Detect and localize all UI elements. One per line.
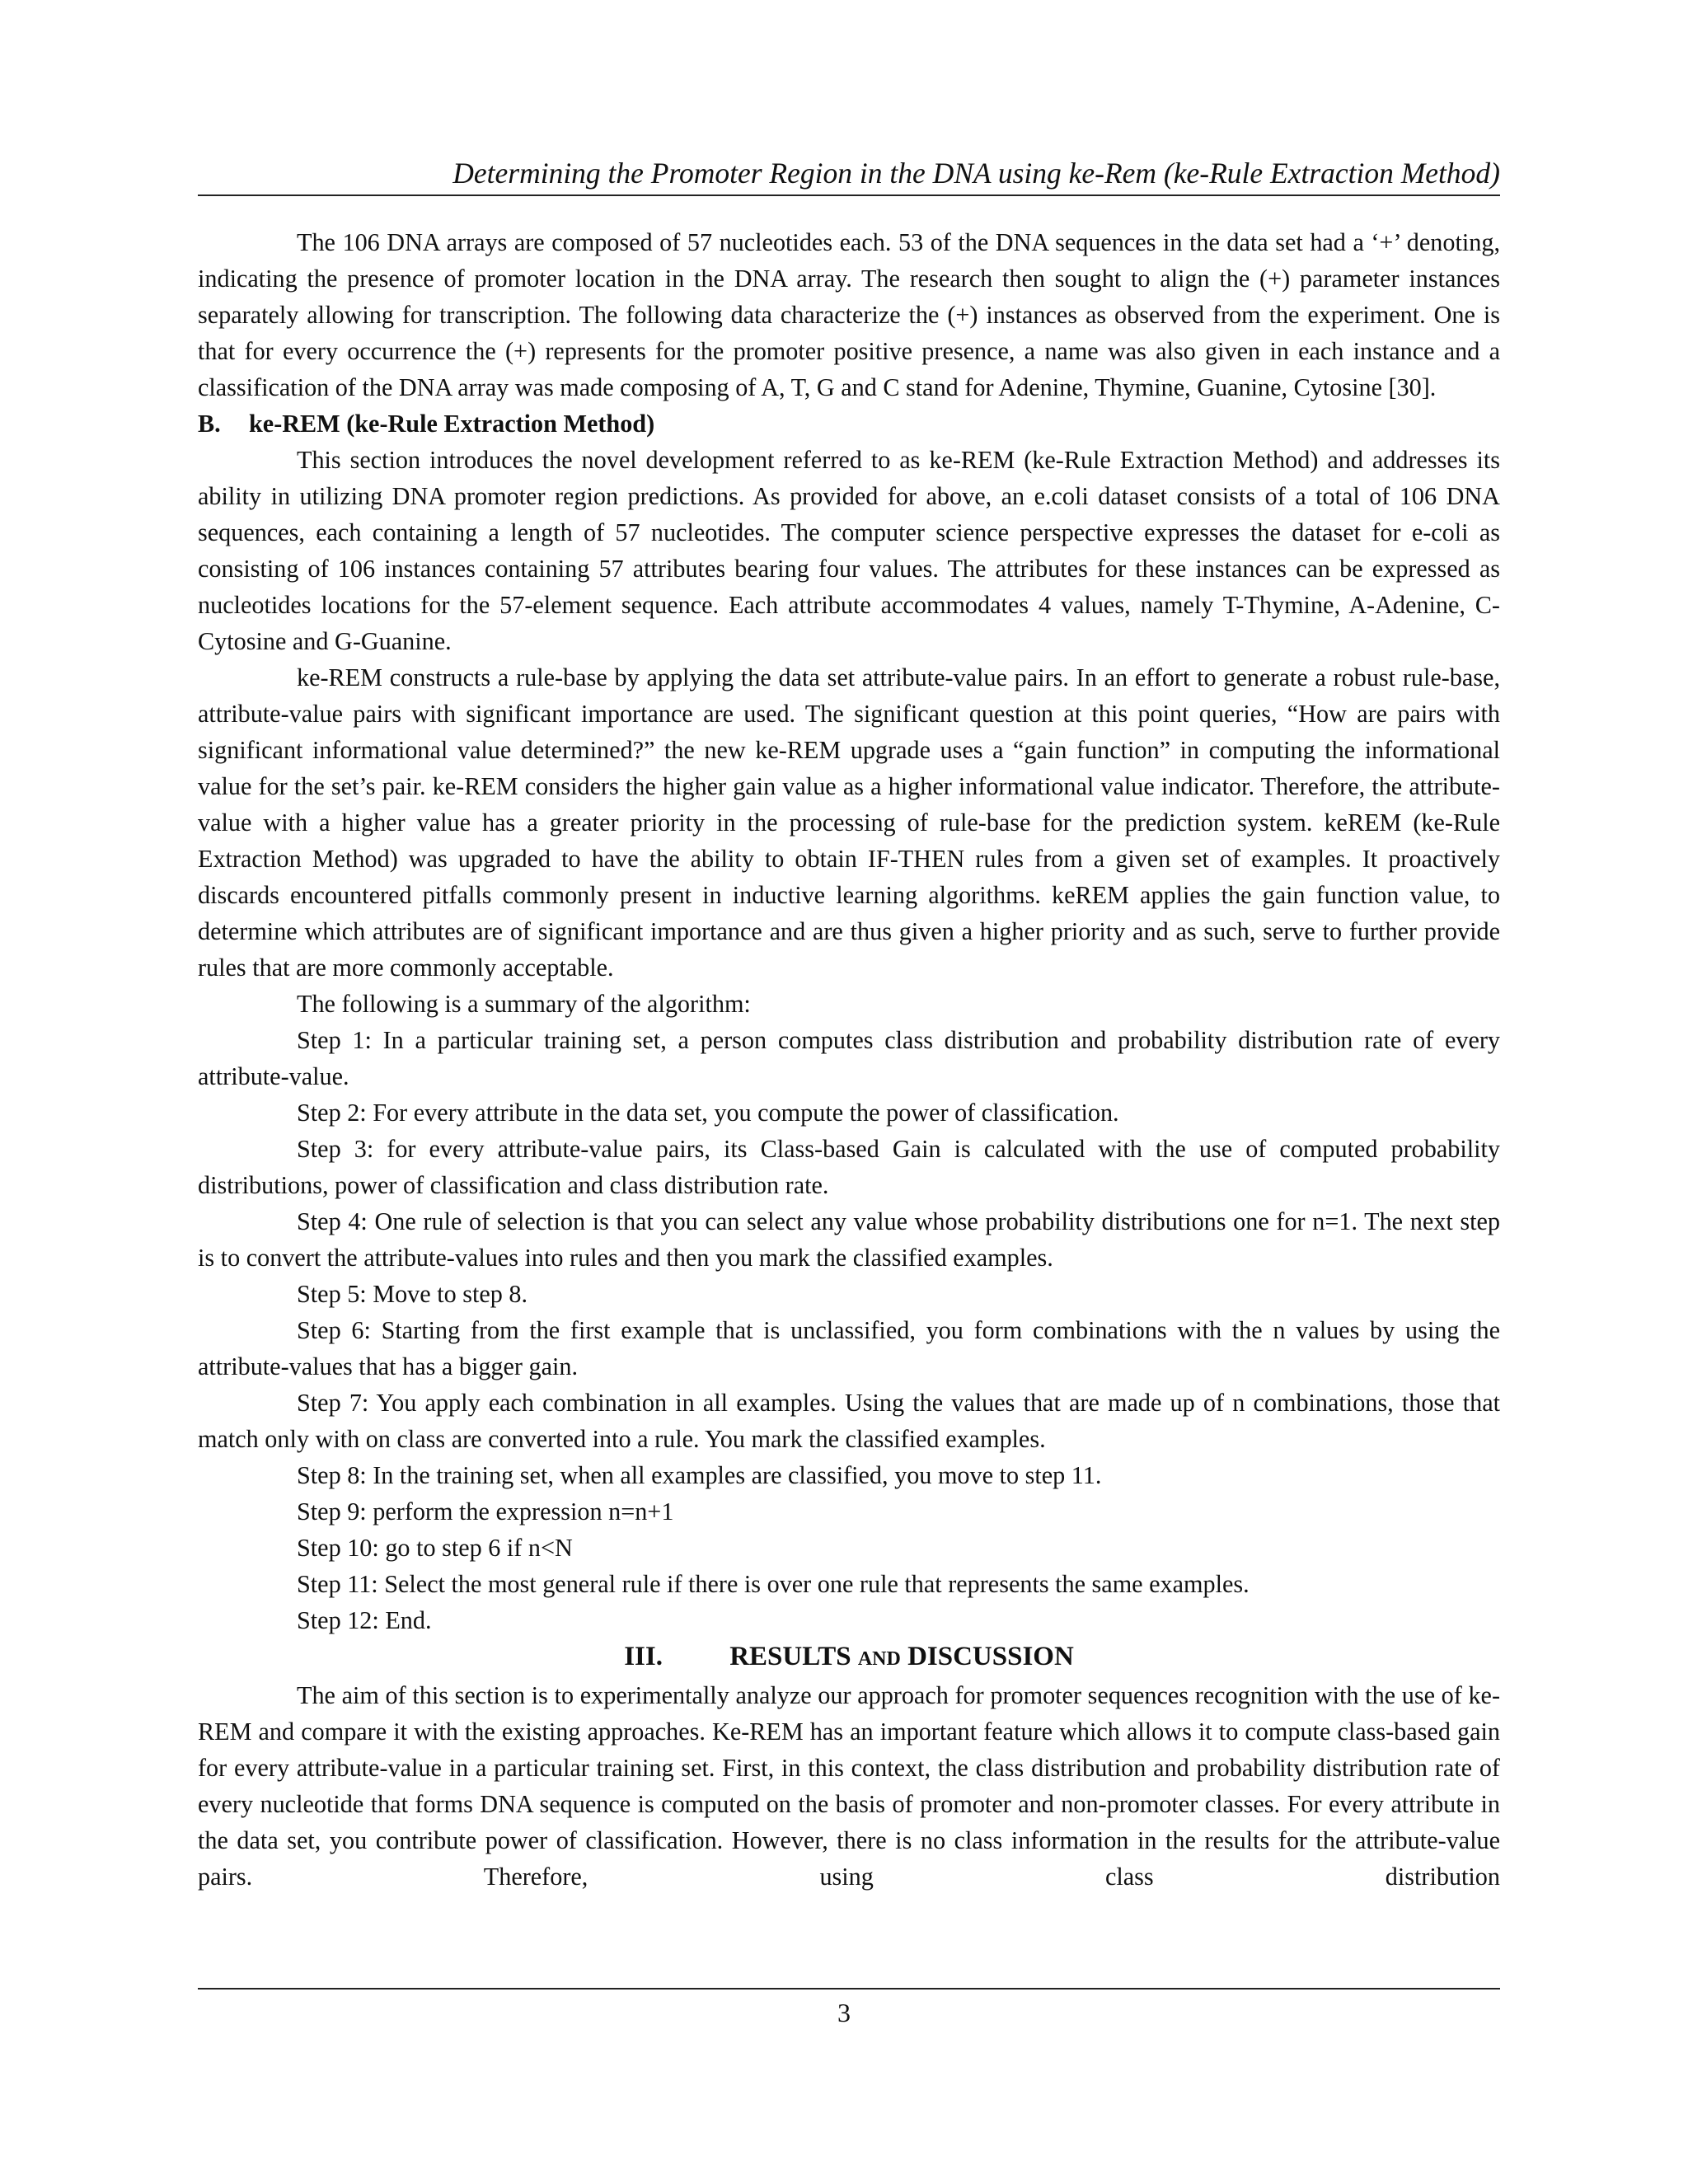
algorithm-step: Step 1: In a particular training set, a person computes class distribution and probability distribution rate of every attribute-value. xyxy=(198,1026,1500,1090)
subsection-title: ke-REM (ke-Rule Extraction Method) xyxy=(249,410,655,438)
page-body xyxy=(198,224,1500,1895)
subsection-label: B. xyxy=(198,410,221,438)
page-number: 3 xyxy=(837,1998,851,2027)
algorithm-step: Step 10: go to step 6 if n<N xyxy=(297,1534,573,1562)
algorithm-step: Step 4: One rule of selection is that you can select any value whose probability distributions one for n=1. The next step is to convert the attribute-values into rules and then you mark the classified examples. xyxy=(198,1207,1500,1272)
algorithm-step: Step 11: Select the most general rule if there is over one rule that represents the same examples. xyxy=(297,1570,1250,1598)
section-title-part: RESULTS xyxy=(729,1642,858,1671)
results-paragraph: The aim of this section is to experimentally analyze our approach for promoter sequences recognition with the use of ke-REM and compare it with the existing approaches. Ke-REM has an important feature which allows it to compute class-based gain for every attribute-value in a particular training set. First, in this context, the class distribution and probability distribution rate of every nucleotide that forms DNA sequence is computed on the basis of promoter and non-promoter classes. For every attribute in the data set, you contribute power of classification. However, there is no class information in the results for the attribute-value pairs. Therefore, using class distribution xyxy=(198,1681,1500,1891)
paragraph: This section introduces the novel development referred to as ke-REM (ke-Rule Extraction Method) and addresses its ability in utilizing DNA promoter region predictions. As provided for above, an e.coli dataset consists of a total of 106 DNA sequences, each containing a length of 57 nucleotides. The computer science perspective expresses the dataset for e-coli as consisting of 106 instances containing 57 attributes bearing four values. The attributes for these instances can be expressed as nucleotides locations for the 57-element sequence. Each attribute accommodates 4 values, namely T-Thymine, A-Adenine, C-Cytosine and G-Guanine. xyxy=(198,446,1500,655)
algorithm-step: Step 7: You apply each combination in all examples. Using the values that are made up of n combinations, those that match only with on class are converted into a rule. You mark the classified examples. xyxy=(198,1389,1500,1453)
section-title-part: AND xyxy=(857,1648,901,1670)
running-header: Determining the Promoter Region in the DNA using ke-Rem (ke-Rule Extraction Method) xyxy=(452,157,1500,190)
section-number: III. xyxy=(624,1642,663,1671)
algorithm-step: Step 2: For every attribute in the data set, you compute the power of classification. xyxy=(297,1099,1119,1127)
section-title-part: DISCUSSION xyxy=(900,1642,1074,1671)
algorithm-step: Step 8: In the training set, when all examples are classified, you move to step 11. xyxy=(297,1461,1102,1489)
section-heading xyxy=(198,1638,1500,1677)
paragraph: ke-REM constructs a rule-base by applying the data set attribute-value pairs. In an effort to generate a robust rule-base, attribute-value pairs with significant importance are used. The significant question at this point queries, “How are pairs with significant informational value determined?” the new ke-REM upgrade uses a “gain function” in computing the informational value for the set’s pair. ke-REM considers the higher gain value as a higher informational value indicator. Therefore, the attribute-value with a higher value has a greater priority in the processing of rule-base for the prediction system. keREM (ke-Rule Extraction Method) was upgraded to have the ability to obtain IF-THEN rules from a given set of examples. It proactively discards encountered pitfalls commonly present in inductive learning algorithms. keREM applies the gain function value, to determine which attributes are of significant importance and are thus given a higher priority and as such, serve to further provide rules that are more commonly acceptable. xyxy=(198,663,1500,982)
header-rule xyxy=(198,194,1500,196)
footer-rule xyxy=(198,1988,1500,1990)
algorithm-step: Step 6: Starting from the first example that is unclassified, you form combinations with the n values by using the attribute-values that has a bigger gain. xyxy=(198,1316,1500,1380)
algorithm-step: Step 5: Move to step 8. xyxy=(297,1280,528,1308)
intro-paragraph: The 106 DNA arrays are composed of 57 nucleotides each. 53 of the DNA sequences in the data set had a ‘+’ denoting, indicating the presence of promoter location in the DNA array. The research then sought to align the (+) parameter instances separately allowing for transcription. The following data characterize the (+) instances as observed from the experiment. One is that for every occurrence the (+) represents for the promoter positive presence, a name was also given in each instance and a classification of the DNA array was made composing of A, T, G and C stand for Adenine, Thymine, Guanine, Cytosine [30]. xyxy=(198,228,1500,401)
algorithm-step: Step 12: End. xyxy=(297,1606,432,1634)
algorithm-step: Step 3: for every attribute-value pairs, its Class-based Gain is calculated with the use of computed probability distributions, power of classification and class distribution rate. xyxy=(198,1135,1500,1199)
subsection-heading xyxy=(198,405,1500,442)
algorithm-step: Step 9: perform the expression n=n+1 xyxy=(297,1497,674,1526)
algorithm-summary-intro: The following is a summary of the algorithm: xyxy=(297,990,751,1018)
